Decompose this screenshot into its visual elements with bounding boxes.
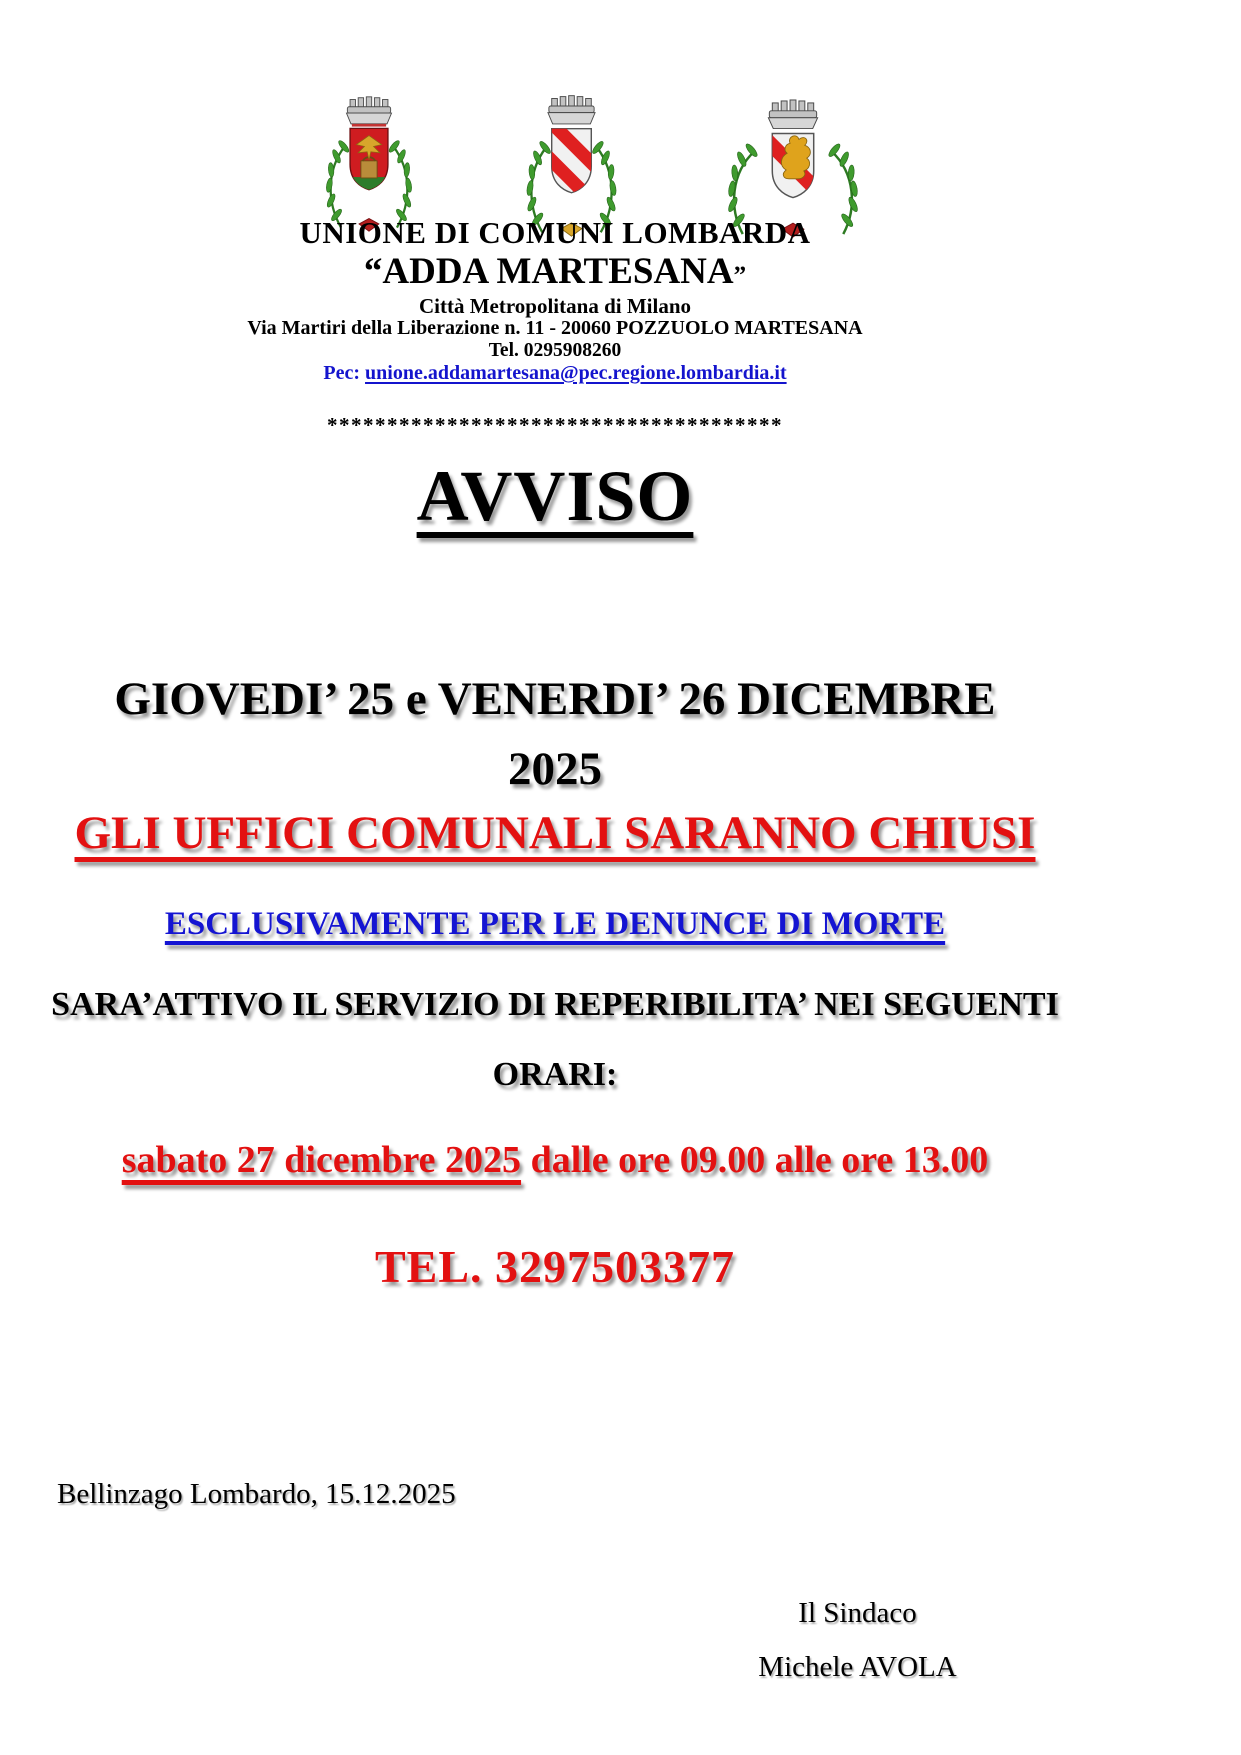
notice-title: AVVISO — [416, 456, 694, 536]
telephone-line: Tel. 0295908260 — [488, 340, 622, 361]
org-name: UNIONE DI COMUNI LOMBARDA — [299, 215, 811, 250]
closure-dates-heading — [50, 665, 1060, 804]
closure-dates-line2: 2025 — [508, 742, 602, 795]
address-line: Via Martiri della Liberazione n. 11 - 20060 POZZUOLO MARTESANA — [247, 317, 863, 339]
org-alias — [50, 250, 1060, 293]
offices-closed-heading: GLI UFFICI COMUNALI SARANNO CHIUSI — [74, 807, 1036, 859]
availability-line1: SARA’ATTIVO IL SERVIZIO DI REPERIBILITA’ NEI SEGUENTI — [51, 986, 1059, 1023]
city-line: Città Metropolitana di Milano — [418, 294, 691, 318]
on-call-date: sabato 27 dicembre 2025 — [121, 1139, 522, 1181]
org-alias-close-quote: ” — [733, 262, 747, 289]
asterisk-divider: ************************************** — [327, 413, 783, 437]
closure-dates-line1: GIOVEDI’ 25 e VENERDI’ 26 DICEMBRE — [114, 673, 996, 725]
pec-line — [50, 362, 1060, 385]
availability-line2: ORARI: — [492, 1056, 618, 1093]
place-and-date: Bellinzago Lombardo, 15.12.2025 — [57, 1478, 456, 1510]
signature-role: Il Sindaco — [798, 1597, 917, 1629]
death-notices-exception: ESCLUSIVAMENTE PER LE DENUNCE DI MORTE — [164, 906, 946, 942]
pec-label: Pec: — [323, 362, 366, 384]
on-call-hours: dalle ore 09.00 alle ore 13.00 — [521, 1139, 989, 1181]
on-call-schedule — [50, 1138, 1060, 1182]
signature-name: Michele AVOLA — [758, 1651, 957, 1683]
on-call-phone: TEL. 3297503377 — [374, 1241, 736, 1292]
pec-email-link[interactable]: unione.addamartesana@pec.regione.lombardia.it — [365, 362, 787, 384]
org-alias-main: “ADDA MARTESANA — [363, 251, 734, 292]
